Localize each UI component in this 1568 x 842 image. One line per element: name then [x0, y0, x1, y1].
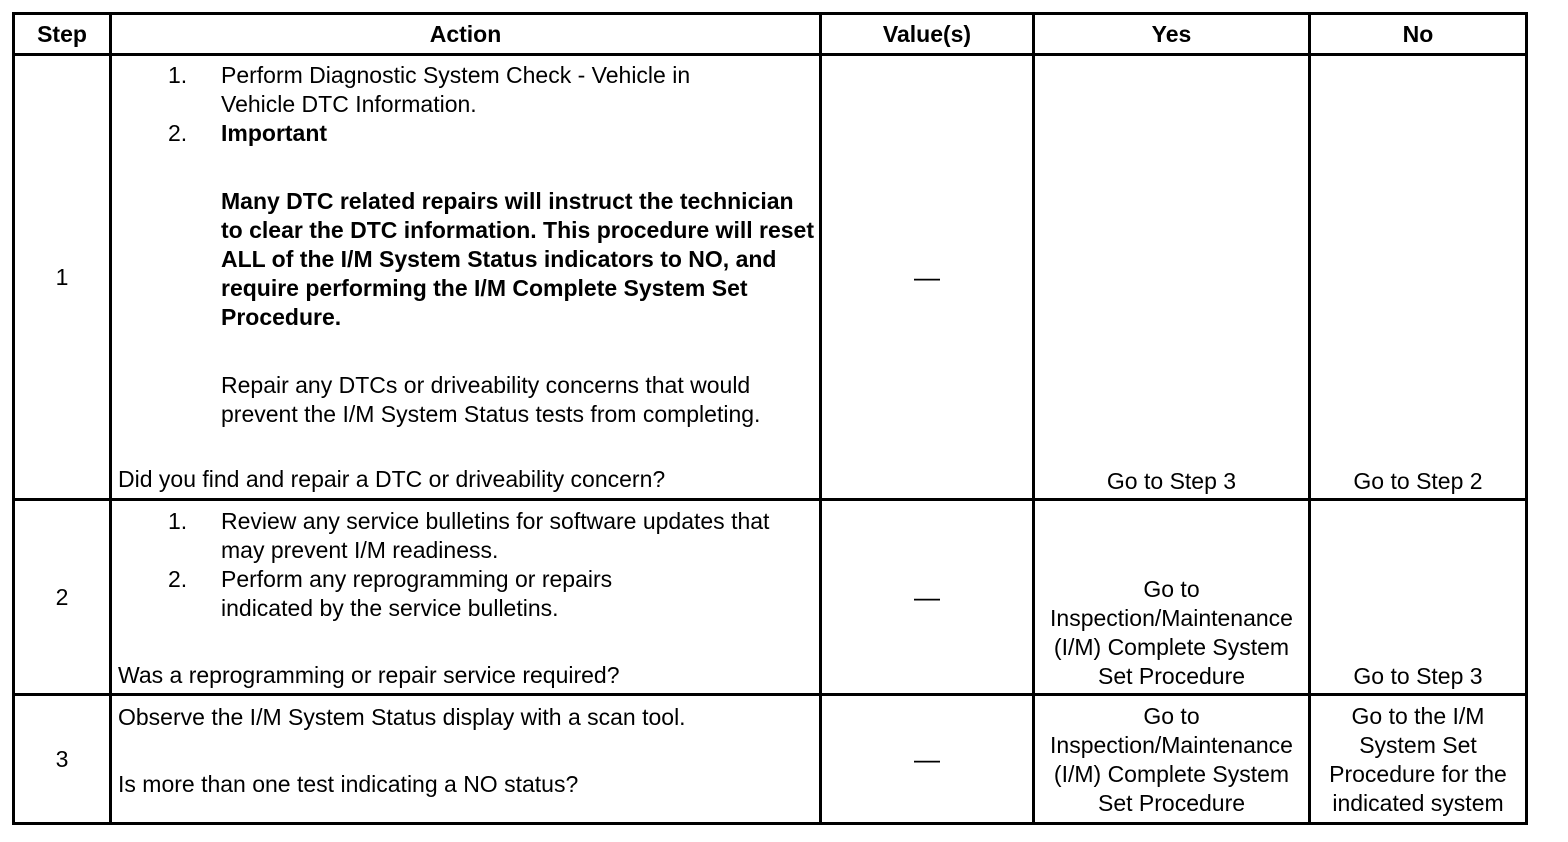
- header-step: Step: [37, 20, 87, 47]
- list-number: 1.: [168, 508, 188, 534]
- row-3-question: Is more than one test indicating a NO status?: [118, 771, 579, 797]
- column-divider: [109, 15, 112, 822]
- list-number: 2.: [168, 120, 188, 146]
- diagnostic-table: [12, 12, 1528, 825]
- row-2-no: Go to Step 3: [1353, 663, 1483, 689]
- action-list-item: [118, 565, 691, 623]
- action-list-item: [118, 119, 818, 148]
- row-3-action: [118, 703, 818, 822]
- important-note: Many DTC related repairs will instruct the technician to clear the DTC information. This procedure will reset ALL of the I/M System Status indicators to NO, and require performing the I/M Complete System Set Procedure.: [221, 188, 814, 330]
- row-2-yes: Go to Inspection/Maintenance (I/M) Complete System Set Procedure: [1050, 576, 1293, 689]
- row-1-no: Go to Step 2: [1353, 468, 1483, 494]
- action-step-text: Repair any DTCs or driveability concerns that would prevent the I/M System Status tests from completing.: [221, 372, 761, 427]
- action-step-text: Perform any reprogramming or repairs indicated by the service bulletins.: [221, 566, 613, 621]
- row-1-question: Did you find and repair a DTC or driveability concern?: [118, 466, 666, 492]
- row-3-step: 3: [55, 745, 69, 772]
- row-2-action: [118, 507, 818, 693]
- header-action: Action: [429, 20, 502, 47]
- row-1-yes: Go to Step 3: [1106, 468, 1237, 494]
- important-heading: Important: [221, 120, 328, 146]
- row-1-action: [118, 61, 818, 498]
- action-step-text: Observe the I/M System Status display with a scan tool.: [118, 704, 686, 730]
- row-2-step: 2: [55, 583, 69, 610]
- row-divider: [15, 693, 1525, 696]
- header-values: Value(s): [882, 20, 972, 47]
- action-list-item: [118, 507, 818, 565]
- list-number: 1.: [168, 62, 188, 88]
- row-1-value: —: [914, 261, 940, 292]
- row-3-no: Go to the I/M System Set Procedure for the indicated system: [1329, 703, 1507, 816]
- header-no: No: [1402, 20, 1434, 47]
- row-2-question: Was a reprogramming or repair service required?: [118, 662, 620, 688]
- action-step-text: Review any service bulletins for software updates that may prevent I/M readiness.: [221, 508, 770, 563]
- row-3-yes: Go to Inspection/Maintenance (I/M) Complete System Set Procedure: [1050, 703, 1293, 816]
- header-yes: Yes: [1151, 20, 1192, 47]
- action-list-item: [118, 61, 711, 119]
- list-number: 2.: [168, 566, 188, 592]
- row-2-value: —: [914, 581, 940, 612]
- row-1-step: 1: [55, 263, 69, 290]
- action-step-text: Perform Diagnostic System Check - Vehicle in Vehicle DTC Information.: [221, 62, 691, 117]
- row-3-value: —: [914, 743, 940, 774]
